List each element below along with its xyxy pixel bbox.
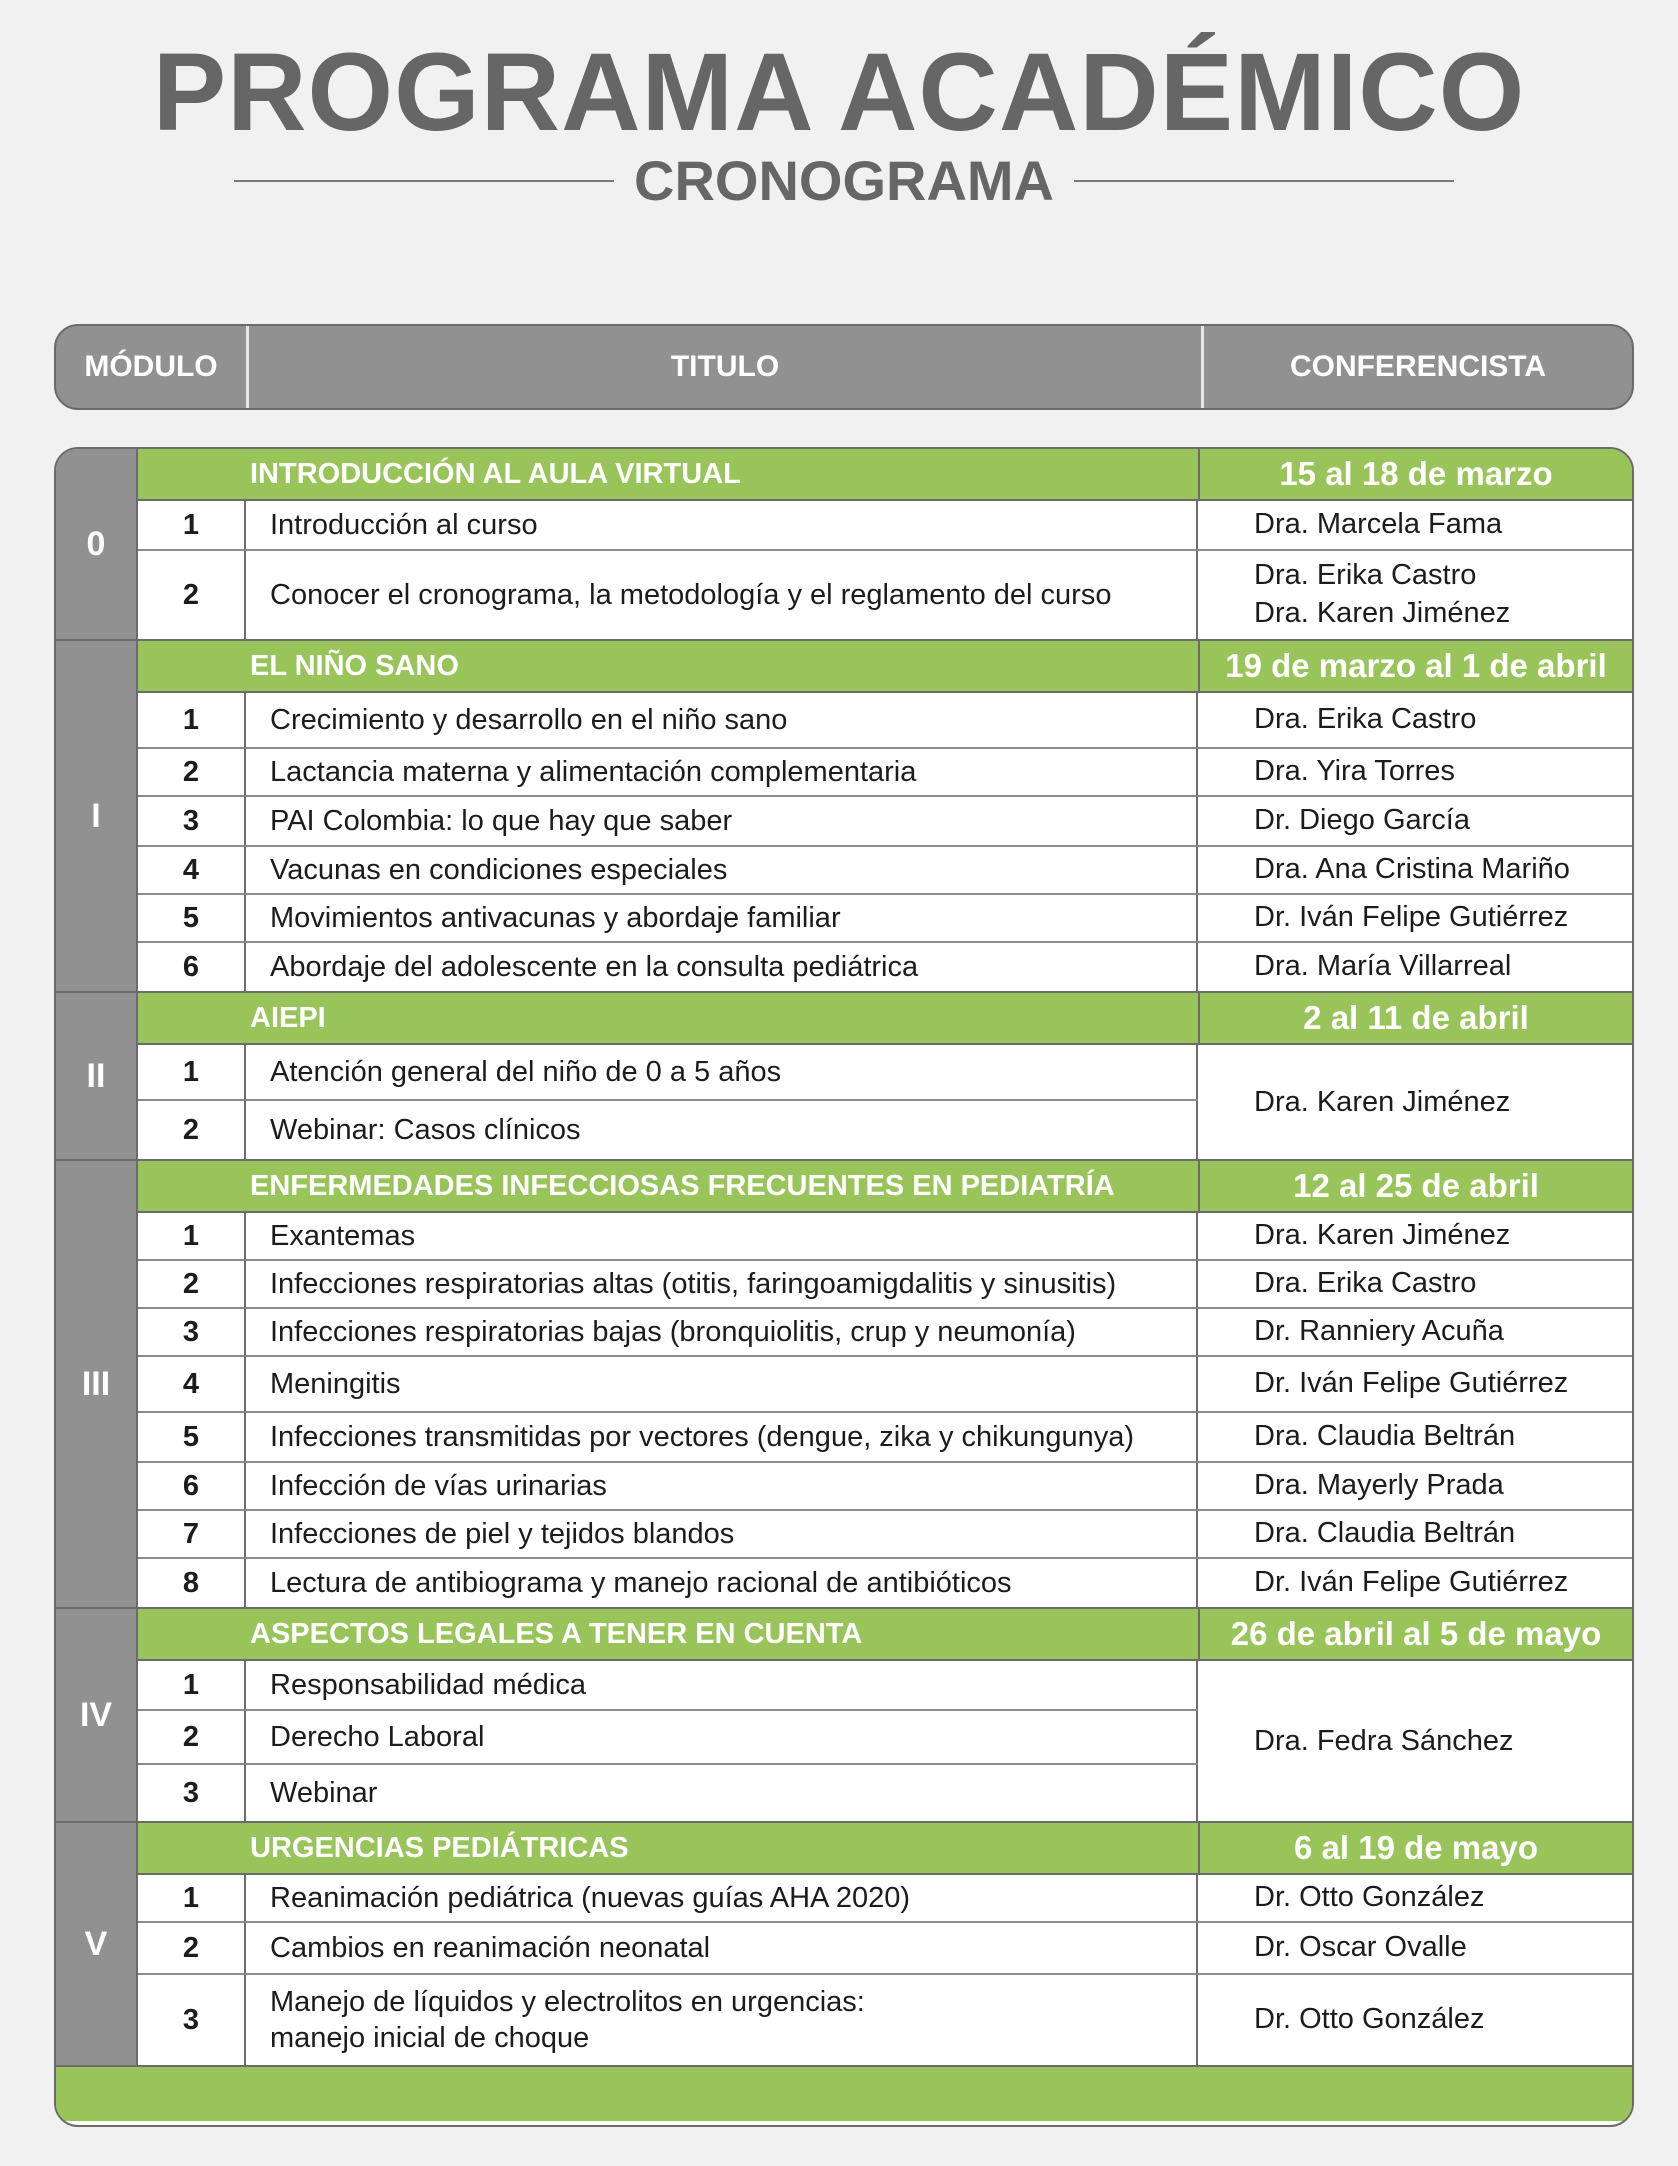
session-row [138, 847, 1632, 895]
module-0 [56, 449, 1632, 641]
module-v [56, 1823, 1632, 2067]
module-body [138, 1609, 1632, 1821]
session-title: Webinar [246, 1765, 1198, 1821]
module-title: EL NIÑO SANO [248, 641, 1200, 691]
module-i [56, 641, 1632, 993]
module-header [138, 1161, 1632, 1213]
session-speaker [1198, 1261, 1632, 1307]
module-iv [56, 1609, 1632, 1823]
divider-left [234, 180, 614, 182]
module-dates: 19 de marzo al 1 de abril [1225, 647, 1607, 684]
session-number: 1 [138, 1661, 246, 1709]
session-speaker [1198, 1511, 1632, 1557]
module-number: V [56, 1823, 138, 2065]
session-row [138, 749, 1632, 797]
session-row [138, 551, 1632, 639]
session-number: 5 [138, 1413, 246, 1461]
module-dates: 12 al 25 de abril [1293, 1167, 1539, 1204]
session-title: Derecho Laboral [246, 1711, 1198, 1763]
module-number: IV [56, 1609, 138, 1821]
session-title: Reanimación pediátrica (nuevas guías AHA 2020) [246, 1875, 1198, 1921]
session-speaker [1198, 749, 1632, 795]
session-row [138, 501, 1632, 551]
session-title-text: Manejo de líquidos y electrolitos en urgencias: manejo inicial de choque [270, 1985, 865, 2054]
module-dates: 6 al 19 de mayo [1294, 1829, 1538, 1866]
session-row [138, 1765, 1198, 1821]
session-title: Responsabilidad médica [246, 1661, 1198, 1709]
module-header [138, 1609, 1632, 1661]
session-number: 8 [138, 1559, 246, 1607]
module-title: URGENCIAS PEDIÁTRICAS [248, 1823, 1200, 1873]
session-speaker [1198, 943, 1632, 991]
session-title [246, 1975, 1198, 2065]
module-dates: 26 de abril al 5 de mayo [1230, 1615, 1602, 1652]
session-row [138, 1213, 1632, 1261]
session-speaker: Dra. Karen Jiménez [1254, 1085, 1511, 1118]
module-header-spacer [138, 1161, 248, 1211]
module-body [138, 1823, 1632, 2065]
column-header-title: TITULO [249, 326, 1204, 408]
session-number: 1 [138, 1213, 246, 1259]
speaker-name: Dr. Iván Felipe Gutiérrez [1254, 901, 1569, 934]
module-dates: 2 al 11 de abril [1303, 999, 1529, 1036]
session-number: 2 [138, 1261, 246, 1307]
session-row [138, 1261, 1632, 1309]
speaker-name: Dra. Erika Castro [1254, 559, 1477, 592]
module-title: INTRODUCCIÓN AL AULA VIRTUAL [248, 449, 1200, 499]
session-row [138, 1413, 1632, 1463]
session-number: 6 [138, 943, 246, 991]
page-subtitle: CRONOGRAMA [634, 149, 1054, 212]
session-row [138, 1463, 1632, 1511]
session-title: Lectura de antibiograma y manejo racional de antibióticos [246, 1559, 1198, 1607]
session-number: 2 [138, 551, 246, 639]
session-title: Abordaje del adolescente en la consulta pediátrica [246, 943, 1198, 991]
session-number: 1 [138, 1045, 246, 1099]
speaker-name: Dr. Oscar Ovalle [1254, 1931, 1467, 1964]
module-body [138, 641, 1632, 991]
session-title: Meningitis [246, 1357, 1198, 1411]
session-number: 2 [138, 1711, 246, 1763]
speaker-name: Dr. Ranniery Acuña [1254, 1315, 1504, 1348]
session-row [138, 895, 1632, 943]
module-header-spacer [138, 993, 248, 1043]
session-row [138, 1101, 1198, 1159]
module-header-spacer [138, 641, 248, 691]
module-header-spacer [138, 449, 248, 499]
session-speaker [1198, 693, 1632, 747]
session-row [138, 1975, 1632, 2065]
speaker-name: Dra. Erika Castro [1254, 1267, 1477, 1300]
session-number: 3 [138, 1309, 246, 1355]
session-row [138, 1309, 1632, 1357]
session-speaker [1198, 1923, 1632, 1973]
session-number: 2 [138, 1101, 246, 1159]
session-title: Atención general del niño de 0 a 5 años [246, 1045, 1198, 1099]
session-title: Webinar: Casos clínicos [246, 1101, 1198, 1159]
session-row [138, 1357, 1632, 1413]
session-speaker [1198, 501, 1632, 549]
page-title: PROGRAMA ACADÉMICO [152, 31, 1526, 154]
module-header-spacer [138, 1609, 248, 1659]
session-number: 4 [138, 1357, 246, 1411]
session-title: Infecciones de piel y tejidos blandos [246, 1511, 1198, 1557]
module-header [138, 641, 1632, 693]
session-speaker [1198, 797, 1632, 845]
session-title: Infecciones respiratorias bajas (bronquiolitis, crup y neumonía) [246, 1309, 1198, 1355]
session-number: 2 [138, 1923, 246, 1973]
speaker-name: Dra. Mayerly Prada [1254, 1469, 1504, 1502]
speaker-name: Dra. Marcela Fama [1254, 508, 1503, 541]
module-header [138, 993, 1632, 1045]
session-number: 4 [138, 847, 246, 893]
session-speaker [1198, 1213, 1632, 1259]
module-number: I [56, 641, 138, 991]
session-number: 3 [138, 1765, 246, 1821]
session-number: 1 [138, 1875, 246, 1921]
module-number: II [56, 993, 138, 1159]
session-number: 6 [138, 1463, 246, 1509]
divider-right [1074, 180, 1454, 182]
module-number: 0 [56, 449, 138, 639]
session-title: Infección de vías urinarias [246, 1463, 1198, 1509]
session-rows [138, 1661, 1198, 1821]
speaker-name: Dr. Diego García [1254, 804, 1470, 837]
session-speaker [1198, 551, 1632, 639]
grouped-rows [138, 1661, 1632, 1821]
session-speaker [1198, 1309, 1632, 1355]
session-number: 1 [138, 693, 246, 747]
module-iii [56, 1161, 1632, 1609]
session-row [138, 797, 1632, 847]
session-row [138, 1511, 1632, 1559]
session-number: 1 [138, 501, 246, 549]
session-title: PAI Colombia: lo que hay que saber [246, 797, 1198, 845]
session-row [138, 1661, 1198, 1711]
column-header-bar [54, 324, 1634, 410]
module-dates: 15 al 18 de marzo [1279, 455, 1553, 492]
footer-bar [56, 2067, 1632, 2121]
column-header-speaker: CONFERENCISTA [1289, 350, 1547, 383]
session-row [138, 693, 1632, 749]
module-body [138, 993, 1632, 1159]
module-number: III [56, 1161, 138, 1607]
module-title: ASPECTOS LEGALES A TENER EN CUENTA [248, 1609, 1200, 1659]
session-speaker [1198, 895, 1632, 941]
session-rows [138, 1045, 1198, 1159]
speaker-name: Dra. Karen Jiménez [1254, 597, 1511, 629]
session-speaker [1198, 1875, 1632, 1921]
session-speaker [1198, 1413, 1632, 1461]
speaker-name: Dra. Erika Castro [1254, 703, 1477, 736]
session-speaker [1198, 1975, 1632, 2065]
session-number: 3 [138, 1975, 246, 2065]
speaker-name: Dra. Yira Torres [1254, 755, 1455, 788]
module-ii [56, 993, 1632, 1161]
session-title: Infecciones transmitidas por vectores (dengue, zika y chikungunya) [246, 1413, 1198, 1461]
column-header-module: MÓDULO [56, 326, 249, 408]
session-speaker [1198, 847, 1632, 893]
module-body [138, 449, 1632, 639]
session-row [138, 1711, 1198, 1765]
module-body [138, 1161, 1632, 1607]
schedule-table [54, 447, 1634, 2127]
session-title: Conocer el cronograma, la metodología y el reglamento del curso [246, 551, 1198, 639]
speaker-name: Dra. Ana Cristina Mariño [1254, 853, 1570, 886]
session-speaker [1198, 1463, 1632, 1509]
session-row [138, 1875, 1632, 1923]
subtitle-row [234, 150, 1454, 212]
session-speaker [1198, 1357, 1632, 1411]
session-speaker: Dra. Fedra Sánchez [1254, 1724, 1514, 1757]
session-row [138, 1559, 1632, 1607]
session-title: Lactancia materna y alimentación complementaria [246, 749, 1198, 795]
speaker-name: Dra. María Villarreal [1254, 950, 1512, 983]
session-row [138, 943, 1632, 991]
session-number: 7 [138, 1511, 246, 1557]
speaker-name: Dr. Iván Felipe Gutiérrez [1254, 1566, 1569, 1599]
module-title: AIEPI [248, 993, 1200, 1043]
session-number: 3 [138, 797, 246, 845]
session-title: Vacunas en condiciones especiales [246, 847, 1198, 893]
speaker-name: Dra. Karen Jiménez [1254, 1219, 1511, 1252]
session-speaker [1198, 1559, 1632, 1607]
module-header [138, 449, 1632, 501]
speaker-name: Dr. Iván Felipe Gutiérrez [1254, 1367, 1569, 1400]
session-number: 5 [138, 895, 246, 941]
session-title: Introducción al curso [246, 501, 1198, 549]
speaker-name: Dra. Claudia Beltrán [1254, 1517, 1516, 1550]
speaker-name: Dr. Otto González [1254, 1881, 1485, 1914]
session-title: Crecimiento y desarrollo en el niño sano [246, 693, 1198, 747]
session-title: Movimientos antivacunas y abordaje familiar [246, 895, 1198, 941]
grouped-rows [138, 1045, 1632, 1159]
session-title: Cambios en reanimación neonatal [246, 1923, 1198, 1973]
module-title: ENFERMEDADES INFECCIOSAS FRECUENTES EN PEDIATRÍA [248, 1161, 1200, 1211]
session-title: Infecciones respiratorias altas (otitis, faringoamigdalitis y sinusitis) [246, 1261, 1198, 1307]
speaker-name: Dr. Otto González [1254, 2003, 1485, 2036]
session-row [138, 1045, 1198, 1101]
session-title: Exantemas [246, 1213, 1198, 1259]
speaker-name: Dra. Claudia Beltrán [1254, 1420, 1516, 1453]
module-header [138, 1823, 1632, 1875]
session-row [138, 1923, 1632, 1975]
session-number: 2 [138, 749, 246, 795]
module-header-spacer [138, 1823, 248, 1873]
